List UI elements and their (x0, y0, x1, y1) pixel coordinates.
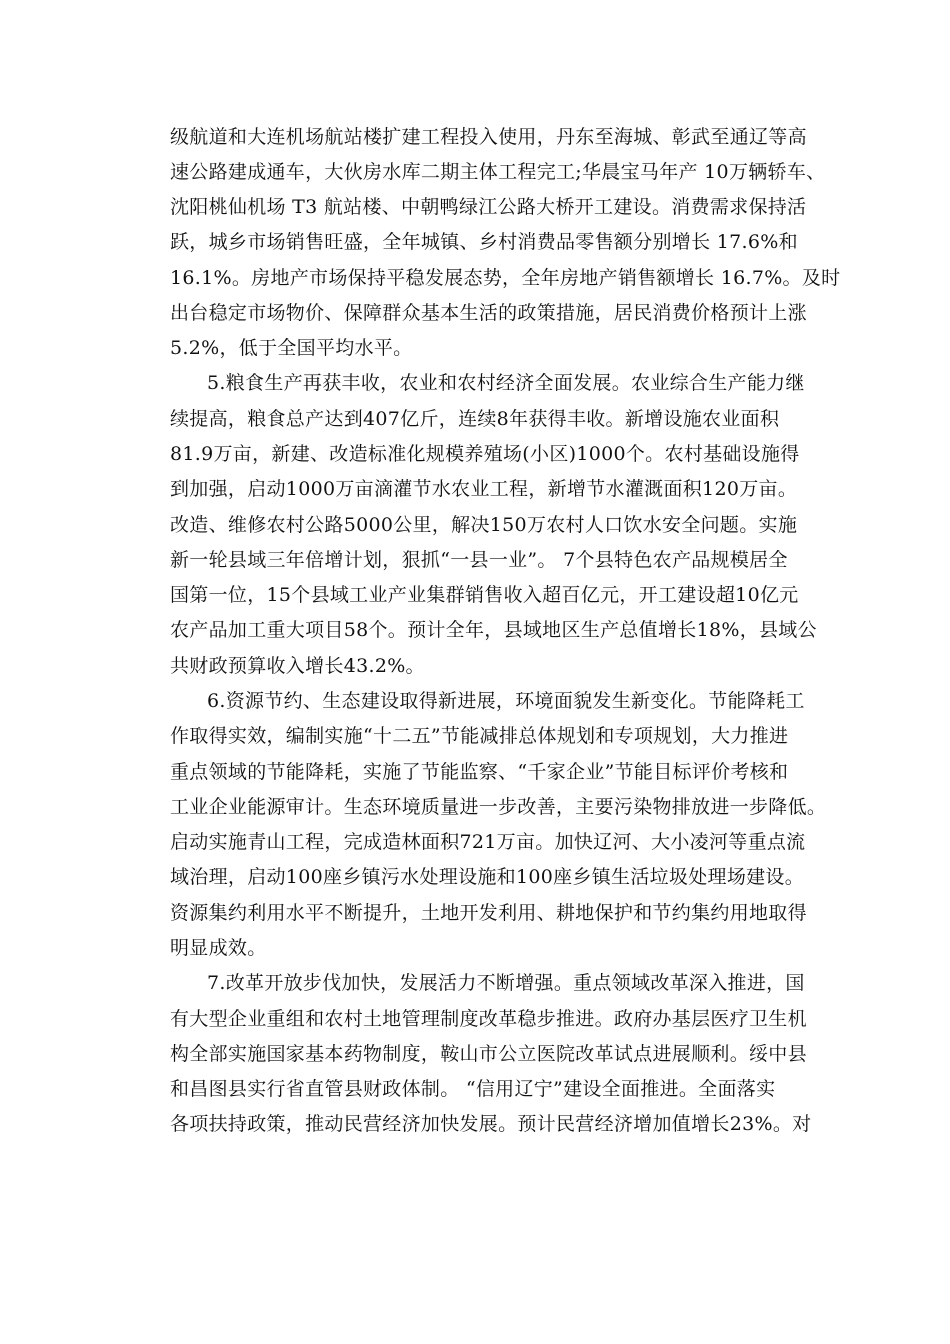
text-line: 工业企业能源审计。生态环境质量进一步改善，主要污染物排放进一步降低。 (170, 796, 827, 818)
text-line: 新一轮县域三年倍增计划，狠抓“一县一业”。 7个县特色农产品规模居全 (170, 549, 788, 571)
text-line: 和昌图县实行省直管县财政体制。 “信用辽宁”建设全面推进。全面落实 (170, 1078, 776, 1100)
paragraph-heading-5: 5.粮食生产再获丰收，农业和农村经济全面发展。农业综合生产能力继 (207, 372, 805, 394)
text-line: 域治理，启动100座乡镇污水处理设施和100座乡镇生活垃圾处理场建设。 (170, 866, 805, 888)
text-line: 沈阳桃仙机场 T3 航站楼、中朝鸭绿江公路大桥开工建设。消费需求保持活 (170, 196, 807, 218)
text-line: 81.9万亩，新建、改造标准化规模养殖场(小区)1000个。农村基础设施得 (170, 443, 800, 465)
text-line: 续提高，粮食总产达到407亿斤，连续8年获得丰收。新增设施农业面积 (170, 408, 780, 430)
text-line: 级航道和大连机场航站楼扩建工程投入使用，丹东至海城、彰武至通辽等高 (170, 126, 807, 148)
text-line: 各项扶持政策，推动民营经济加快发展。预计民营经济增加值增长23%。对 (170, 1113, 812, 1135)
text-line: 启动实施青山工程，完成造林面积721万亩。加快辽河、大小凌河等重点流 (170, 831, 806, 853)
text-line: 国第一位，15个县域工业产业集群销售收入超百亿元，开工建设超10亿元 (170, 584, 799, 606)
text-line: 16.1%。房地产市场保持平稳发展态势，全年房地产销售额增长 16.7%。及时 (170, 267, 841, 289)
text-line: 速公路建成通车，大伙房水库二期主体工程完工;华晨宝马年产 10万辆轿车、 (170, 161, 826, 183)
paragraph-heading-6: 6.资源节约、生态建设取得新进展，环境面貌发生新变化。节能降耗工 (207, 690, 805, 712)
text-line: 跃，城乡市场销售旺盛，全年城镇、乡村消费品零售额分别增长 17.6%和 (170, 231, 798, 253)
text-line: 重点领域的节能降耗，实施了节能监察、“千家企业”节能目标评价考核和 (170, 761, 789, 783)
text-line: 资源集约利用水平不断提升，土地开发利用、耕地保护和节约集约用地取得 (170, 902, 807, 924)
text-line: 作取得实效，编制实施“十二五”节能减排总体规划和专项规划，大力推进 (170, 725, 789, 747)
text-line: 到加强，启动1000万亩滴灌节水农业工程，新增节水灌溉面积120万亩。 (170, 478, 798, 500)
text-line: 出台稳定市场物价、保障群众基本生活的政策措施，居民消费价格预计上涨 (170, 302, 807, 324)
text-line: 农产品加工重大项目58个。预计全年，县域地区生产总值增长18%，县域公 (170, 619, 817, 641)
text-line: 共财政预算收入增长43.2%。 (170, 655, 425, 677)
text-line: 明显成效。 (170, 937, 267, 959)
paragraph-heading-7: 7.改革开放步伐加快，发展活力不断增强。重点领域改革深入推进，国 (207, 972, 805, 994)
text-line: 构全部实施国家基本药物制度，鞍山市公立医院改革试点进展顺利。绥中县 (170, 1043, 807, 1065)
text-line: 改造、维修农村公路5000公里，解决150万农村人口饮水安全问题。实施 (170, 514, 798, 536)
text-line: 有大型企业重组和农村土地管理制度改革稳步推进。政府办基层医疗卫生机 (170, 1008, 807, 1030)
text-line: 5.2%，低于全国平均水平。 (170, 337, 413, 359)
